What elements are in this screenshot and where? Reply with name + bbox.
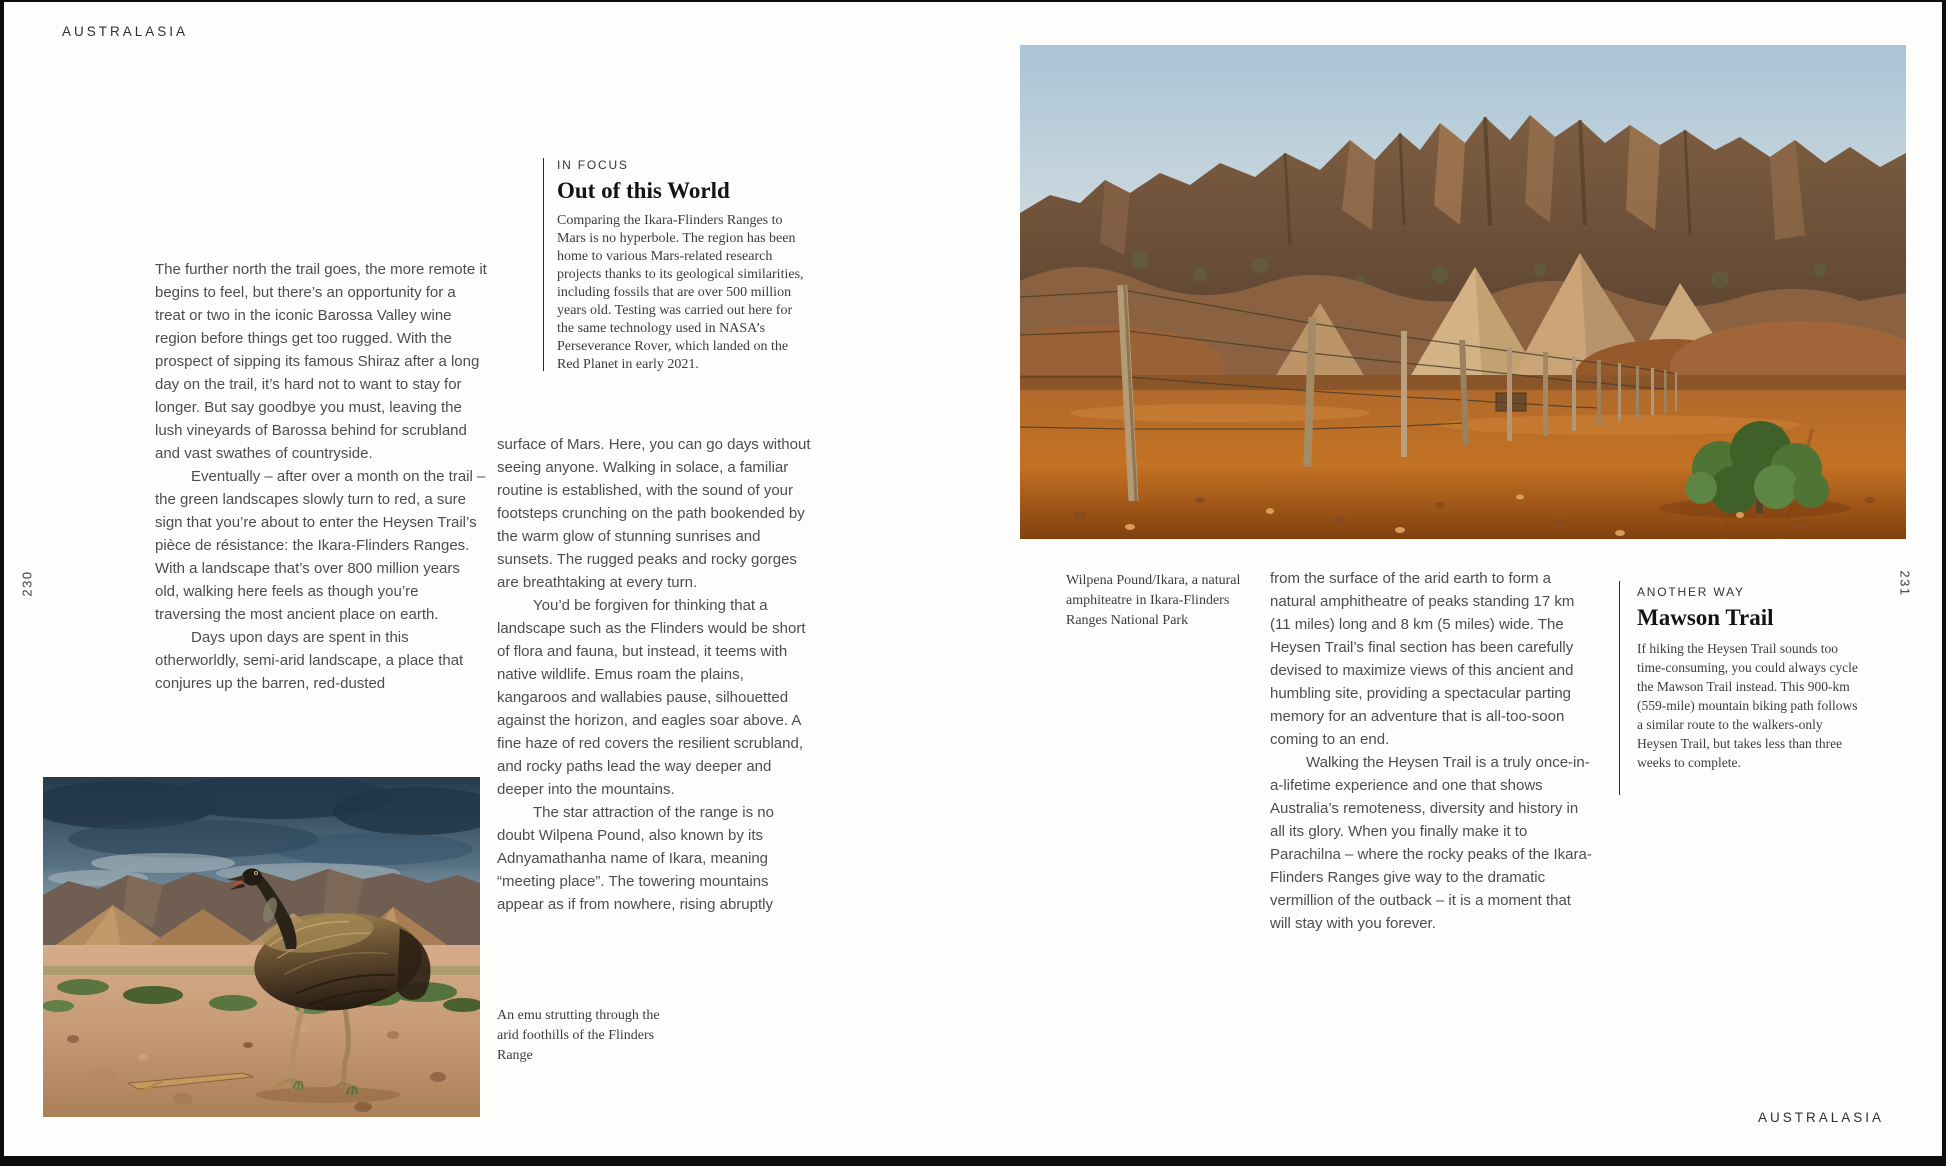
emu-photo-art: [43, 777, 480, 1117]
running-header-left: AUSTRALASIA: [62, 24, 189, 39]
another-way-title: Mawson Trail: [1637, 605, 1774, 630]
flinders-photo-caption: Wilpena Pound/Ikara, a natural amphiteatre in Ikara-Flinders Ranges National Park: [1066, 573, 1241, 628]
running-footer-right: AUSTRALASIA: [1757, 1110, 1884, 1125]
body-paragraph: The star attraction of the range is no doubt Wilpena Pound, also known by its Adnyamathanha name of Ikara, meaning “meeting place”. The towering mountains appear as if from nowhere, rising abruptly: [497, 804, 774, 913]
scan-edge-right: [1942, 0, 1946, 1166]
emu-photo-caption: An emu strutting through the arid foothills of the Flinders Range: [497, 1008, 660, 1063]
another-way-kicker: ANOTHER WAY: [1637, 585, 1745, 599]
page-number-right: 231: [1897, 570, 1913, 597]
body-paragraph: You’d be forgiven for thinking that a landscape such as the Flinders would be short of flora and fauna, but instead, it teems with native wildlife. Emus roam the plains, kangaroos and wallabies pause, silhouetted against the horizon, and eagles soar above. A fine haze of red covers the resilient scrubland, and rocky paths lead the way deeper and deeper into the mountains.: [497, 597, 806, 798]
body-paragraph: surface of Mars. Here, you can go days without seeing anyone. Walking in solace, a familiar routine is established, with the sound of your footsteps crunching on the path bookended by the warm glow of stunning sunrises and sunsets. The rugged peaks and rocky gorges are breathtaking at every turn.: [497, 436, 811, 591]
scan-edge-left: [0, 0, 4, 1166]
left-text-column: [155, 258, 487, 695]
body-paragraph: Days upon days are spent in this otherworldly, semi-arid landscape, a place that conjures up the barren, red-dusted: [155, 629, 464, 692]
body-paragraph: Walking the Heysen Trail is a truly once-in-a-lifetime experience and one that shows Australia’s remoteness, diversity and history in all its glory. When you finally make it to Parachilna – where the rocky peaks of the Ikara-Flinders Ranges give way to the dramatic vermillion of the outback – it is a moment that will stay with you forever.: [1270, 754, 1592, 932]
flinders-photo-art: [1020, 45, 1906, 539]
page-number-left: 230: [19, 570, 35, 597]
in-focus-body: Comparing the Ikara-Flinders Ranges to Mars is no hyperbole. The region has been home to various Mars-related research projects thanks to its geological similarities, including fossils that are over 500 million years old. Testing was carried out here for the same technology used in NASA’s Perseverance Rover, which landed on the Red Planet in early 2021.: [557, 213, 804, 373]
in-focus-rule: [543, 158, 544, 371]
body-paragraph: from the surface of the arid earth to form a natural amphitheatre of peaks standing 17 km (11 miles) long and 8 km (5 miles) wide. The Heysen Trail’s final section has been carefully devised to maximize views of this ancient and humbling site, providing a spectacular parting memory for an adventure that is all-too-soon coming to an end.: [1270, 570, 1575, 748]
in-focus-box: [557, 158, 809, 374]
in-focus-title: Out of this World: [557, 178, 730, 203]
another-way-box: [1637, 585, 1859, 772]
in-focus-kicker: IN FOCUS: [557, 158, 629, 172]
scan-edge-bottom: [0, 1156, 1946, 1166]
body-paragraph: Eventually – after over a month on the trail – the green landscapes slowly turn to red, a sure sign that you’re about to enter the Heysen Trail’s pièce de résistance: the Ikara-Flinders Ranges. With a landscape that’s over 800 million years old, walking here feels as though you’re traversing the most ancient place on earth.: [155, 468, 486, 623]
scan-edge-top: [0, 0, 1946, 2]
right-text-column: [1270, 567, 1592, 935]
middle-text-column: [497, 433, 815, 916]
flinders-ranges-photo: [1020, 45, 1906, 539]
body-paragraph: The further north the trail goes, the more remote it begins to feel, but there’s an opportunity for a treat or two in the iconic Barossa Valley wine region before things get too rugged. With the prospect of sipping its famous Shiraz after a long day on the trail, it’s hard not to want to stay for longer. But say goodbye you must, leaving the lush vineyards of Barossa behind for scrubland and vast swathes of countryside.: [155, 261, 487, 462]
another-way-rule: [1619, 581, 1620, 795]
emu-photo: [43, 777, 480, 1117]
another-way-body: If hiking the Heysen Trail sounds too time-consuming, you could always cycle the Mawson Trail instead. This 900-km (559-mile) mountain biking path follows a similar route to the walkers-only Heysen Trail, but takes less than three weeks to complete.: [1637, 641, 1858, 771]
